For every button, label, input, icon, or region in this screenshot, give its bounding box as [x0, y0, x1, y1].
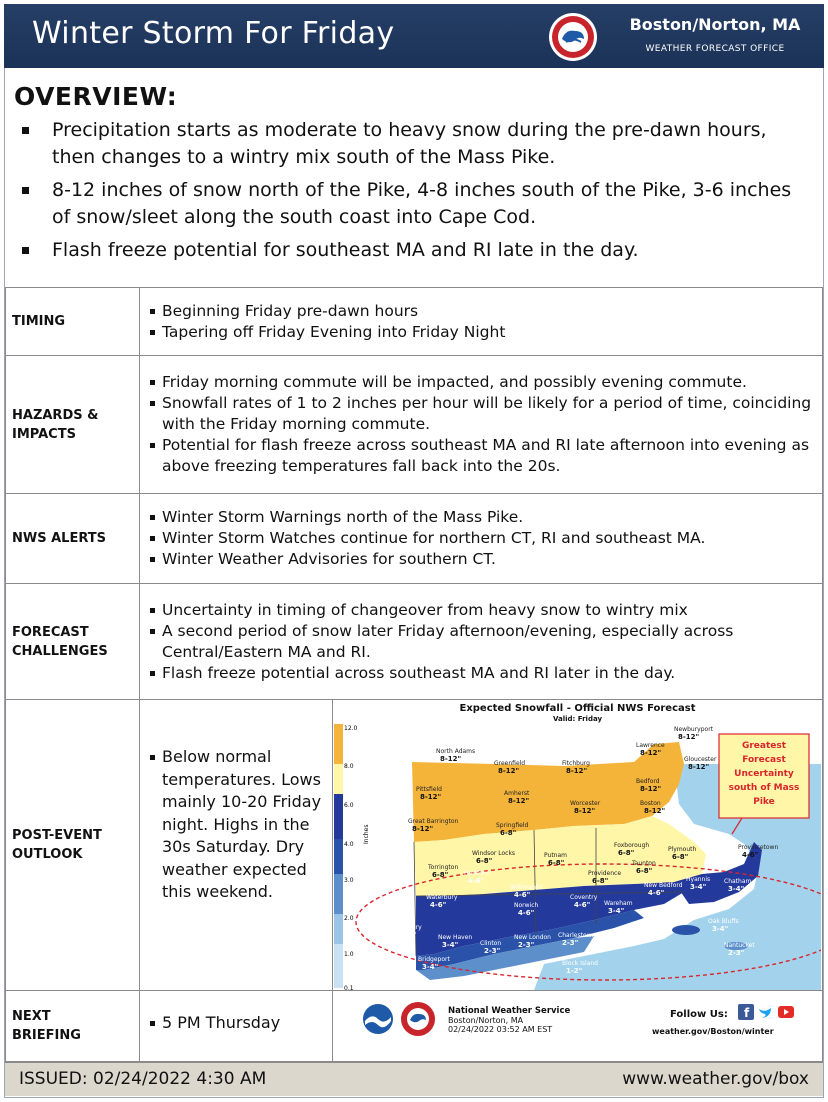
- place-name: Windsor Locks: [472, 850, 516, 857]
- row-content: [140, 288, 823, 356]
- place-amount: 4-6": [574, 901, 591, 909]
- next-briefing-item: [150, 1013, 280, 1032]
- follow-url[interactable]: weather.gov/Boston/winter: [652, 1027, 774, 1036]
- scale-tick: 4.0: [344, 841, 354, 848]
- place-amount: 6-8": [476, 857, 493, 865]
- row-label: [6, 288, 140, 356]
- row-label: [6, 356, 140, 494]
- place-name: New London: [514, 934, 551, 941]
- place-name: Hyannis: [686, 876, 711, 883]
- place-name: Foxborough: [614, 842, 650, 849]
- place-name: Amherst: [504, 790, 530, 797]
- place-amount: 6-8": [592, 877, 609, 885]
- callout-line: Greatest: [741, 741, 787, 751]
- place-amount: 6-8": [500, 829, 517, 837]
- row-content: [140, 700, 823, 991]
- place-amount: 8-12": [412, 825, 434, 833]
- place-name: Chatham: [724, 878, 752, 885]
- place-amount: 6-8": [672, 853, 689, 861]
- twitter-icon[interactable]: [759, 1008, 771, 1018]
- briefing-table: [5, 287, 823, 1062]
- table-row-next-briefing: [6, 991, 823, 1062]
- place-name: Waterbury: [426, 894, 458, 901]
- scale-tick: 0.1: [344, 985, 354, 990]
- nws-footer-logo-icon: [400, 1001, 436, 1037]
- overview-section: [14, 82, 814, 271]
- nws-office: Boston/Norton, MA: [448, 1016, 524, 1025]
- place-amount: 8-12": [688, 763, 710, 771]
- row-label: [6, 700, 140, 991]
- place-amount: 3-4": [690, 883, 707, 891]
- place-amount: 3-4": [422, 963, 439, 971]
- place-amount: 8-12": [640, 749, 662, 757]
- timing-bullet: Beginning Friday pre-dawn hours: [150, 301, 822, 322]
- header-bar: [4, 4, 824, 68]
- place-amount: 2-3": [484, 947, 501, 955]
- place-name: Willimantic: [510, 884, 544, 891]
- nws-footer-text: [448, 1007, 570, 1034]
- svg-text:f: f: [744, 1006, 750, 1020]
- place-name: Springfield: [496, 822, 529, 829]
- nws-name: National Weather Service: [448, 1006, 571, 1016]
- forecast-label-line1: FORECAST: [12, 624, 89, 640]
- place-amount: 1-2": [566, 967, 583, 975]
- row-content: [140, 494, 823, 584]
- place-name: Charlestown: [558, 932, 596, 939]
- forecast-bullet: A second period of snow later Friday afternoon/evening, especially across Central/Eastern MA and RI.: [150, 621, 822, 663]
- place-name: New Haven: [438, 934, 473, 941]
- place-amount: 4-6": [514, 891, 531, 899]
- place-amount: 4-6": [430, 901, 447, 909]
- scale-tick: 6.0: [344, 802, 354, 809]
- map-footer: [334, 991, 821, 1061]
- callout-line: Pike: [753, 797, 775, 807]
- place-amount: 4-6": [468, 877, 485, 885]
- overview-list: [14, 117, 814, 264]
- place-name: Hartford: [464, 870, 489, 877]
- place-name: Danbury: [396, 924, 422, 931]
- divider: [332, 991, 333, 1061]
- page-title: Winter Storm For Friday: [32, 16, 395, 51]
- place-name: Clinton: [480, 940, 502, 947]
- row-label: [6, 494, 140, 584]
- hazards-bullet: Snowfall rates of 1 to 2 inches per hour will be likely for a period of time, coinciding with the Friday morning commute.: [150, 393, 822, 435]
- place-name: Boston: [640, 800, 661, 807]
- place-name: Greenfield: [494, 760, 526, 767]
- place-name: Great Barrington: [408, 818, 459, 825]
- place-amount: 8-12": [420, 793, 442, 801]
- row-label: [6, 991, 140, 1062]
- place-amount: 2-3": [728, 949, 745, 957]
- alerts-label: NWS ALERTS: [12, 531, 106, 546]
- snowfall-map-panel: [334, 700, 821, 990]
- place-name: Bridgeport: [418, 956, 450, 963]
- place-name: Plymouth: [668, 846, 697, 853]
- place-name: Nantucket: [724, 942, 755, 949]
- place-amount: 8-12": [440, 755, 462, 763]
- table-row-alerts: [6, 494, 823, 584]
- nws-time: 02/24/2022 03:52 AM EST: [448, 1025, 553, 1034]
- noaa-logo-icon: [362, 1003, 394, 1035]
- place-amount: 2-3": [518, 941, 535, 949]
- place-name: Worcester: [570, 800, 601, 807]
- scale-tick: 1.0: [344, 951, 354, 958]
- place-name: Lawrence: [636, 742, 665, 749]
- timing-label: TIMING: [12, 314, 66, 329]
- scale-tick: 3.0: [344, 877, 354, 884]
- place-name: Norwich: [514, 902, 539, 909]
- alerts-bullet: Winter Weather Advisories for southern CT.: [150, 549, 822, 570]
- social-icons: [738, 1003, 796, 1021]
- office-name: Boston/Norton, MA: [629, 15, 801, 34]
- place-name: Putnam: [544, 852, 567, 859]
- place-amount: 2-3": [562, 939, 579, 947]
- post-outlook-item: [150, 746, 330, 904]
- office-subtitle: WEATHER FORECAST OFFICE: [645, 44, 785, 54]
- scale-tick: 2.0: [344, 915, 354, 922]
- issued-timestamp: ISSUED: 02/24/2022 4:30 AM: [19, 1069, 267, 1089]
- place-amount: 6-8": [636, 867, 653, 875]
- post-label-line1: POST-EVENT: [12, 828, 102, 843]
- place-amount: 4-6": [400, 931, 417, 939]
- place-amount: 6-8": [432, 871, 449, 879]
- snowfall-map: [334, 724, 821, 990]
- place-amount: 8-12": [678, 733, 700, 741]
- place-amount: 4-6": [742, 851, 759, 859]
- overview-bullet: 8-12 inches of snow north of the Pike, 4-8 inches south of the Pike, 3-6 inches of snow/sleet along the south coast into Cape Cod.: [14, 177, 814, 230]
- divider: [332, 700, 333, 990]
- place-name: Wareham: [604, 900, 633, 907]
- place-name: North Adams: [436, 748, 476, 755]
- place-amount: 6-8": [548, 859, 565, 867]
- hazards-bullet: Friday morning commute will be impacted, and possibly evening commute.: [150, 372, 822, 393]
- table-row-post-event: [6, 700, 823, 991]
- place-name: Taunton: [632, 860, 656, 867]
- place-amount: 8-12": [644, 807, 666, 815]
- place-name: Bedford: [636, 778, 660, 785]
- map-valid-label: Valid: Friday: [552, 715, 603, 723]
- post-outlook-text: Below normal temperatures. Lows mainly 10-20 Friday night. Highs in the 30s Saturday. Dry weather expected this weekend.: [162, 747, 322, 901]
- marthas-vineyard: [672, 925, 700, 935]
- map-title: Expected Snowfall - Official NWS Forecast: [459, 703, 696, 714]
- next-label-line1: NEXT: [12, 1009, 51, 1024]
- place-amount: 3-4": [442, 941, 459, 949]
- place-name: Providence: [588, 870, 622, 877]
- place-name: Fitchburg: [562, 760, 590, 767]
- website-link[interactable]: www.weather.gov/box: [622, 1069, 809, 1089]
- place-name: Gloucester: [684, 756, 717, 763]
- place-name: Torrington: [428, 864, 459, 871]
- timing-bullet: Tapering off Friday Evening into Friday Night: [150, 322, 822, 343]
- footer-bar: [5, 1062, 823, 1096]
- place-amount: 8-12": [640, 785, 662, 793]
- row-content: [140, 991, 823, 1062]
- place-name: New Bedford: [644, 882, 683, 889]
- scale-tick: 12.0: [344, 725, 358, 732]
- forecast-bullet: Flash freeze potential across southeast MA and RI later in the day.: [150, 663, 822, 684]
- follow-us-label: Follow Us:: [670, 1009, 728, 1020]
- alerts-bullet: Winter Storm Watches continue for northern CT, RI and southeast MA.: [150, 528, 822, 549]
- place-amount: 4-6": [648, 889, 665, 897]
- place-amount: 3-4": [608, 907, 625, 915]
- place-name: Newburyport: [674, 726, 714, 733]
- next-briefing-text: 5 PM Thursday: [162, 1013, 281, 1032]
- hazards-label-line2: IMPACTS: [12, 426, 76, 442]
- scale-unit: Inches: [363, 824, 370, 844]
- hazards-bullet: Potential for flash freeze across southeast MA and RI late afternoon into evening as above freezing temperatures fall back into the 20s.: [150, 435, 822, 477]
- place-name: Pittsfield: [416, 786, 442, 793]
- table-row-forecast: [6, 584, 823, 700]
- place-amount: 6-8": [618, 849, 635, 857]
- next-label-line2: BRIEFING: [12, 1028, 81, 1043]
- place-amount: 8-12": [574, 807, 596, 815]
- overview-bullet: Precipitation starts as moderate to heavy snow during the pre-dawn hours, then changes to a wintry mix south of the Mass Pike.: [14, 117, 814, 170]
- row-content: [140, 356, 823, 494]
- row-label: [6, 584, 140, 700]
- callout-line: Forecast: [742, 755, 786, 765]
- place-name: Block Island: [562, 960, 598, 967]
- place-amount: 3-4": [728, 885, 745, 893]
- nws-logo-icon: [548, 12, 598, 62]
- scale-tick: 8.0: [344, 763, 354, 770]
- place-amount: 8-12": [498, 767, 520, 775]
- table-row-timing: [6, 288, 823, 356]
- place-name: Coventry: [570, 894, 598, 901]
- place-name: Provincetown: [738, 844, 779, 851]
- callout-line: south of Mass: [728, 783, 800, 793]
- row-content: [140, 584, 823, 700]
- post-label-line2: OUTLOOK: [12, 847, 83, 862]
- overview-bullet: Flash freeze potential for southeast MA and RI late in the day.: [14, 237, 814, 264]
- place-amount: 8-12": [566, 767, 588, 775]
- hazards-label-line1: HAZARDS &: [12, 407, 99, 423]
- forecast-bullet: Uncertainty in timing of changeover from heavy snow to wintry mix: [150, 600, 822, 621]
- place-amount: 4-6": [518, 909, 535, 917]
- alerts-bullet: Winter Storm Warnings north of the Mass Pike.: [150, 507, 822, 528]
- table-row-hazards: [6, 356, 823, 494]
- place-amount: 3-4": [712, 925, 729, 933]
- overview-heading: OVERVIEW:: [14, 82, 178, 111]
- callout-line: Uncertainty: [734, 769, 794, 779]
- place-name: Oak Bluffs: [708, 918, 739, 925]
- place-amount: 8-12": [508, 797, 530, 805]
- forecast-label-line2: CHALLENGES: [12, 643, 108, 659]
